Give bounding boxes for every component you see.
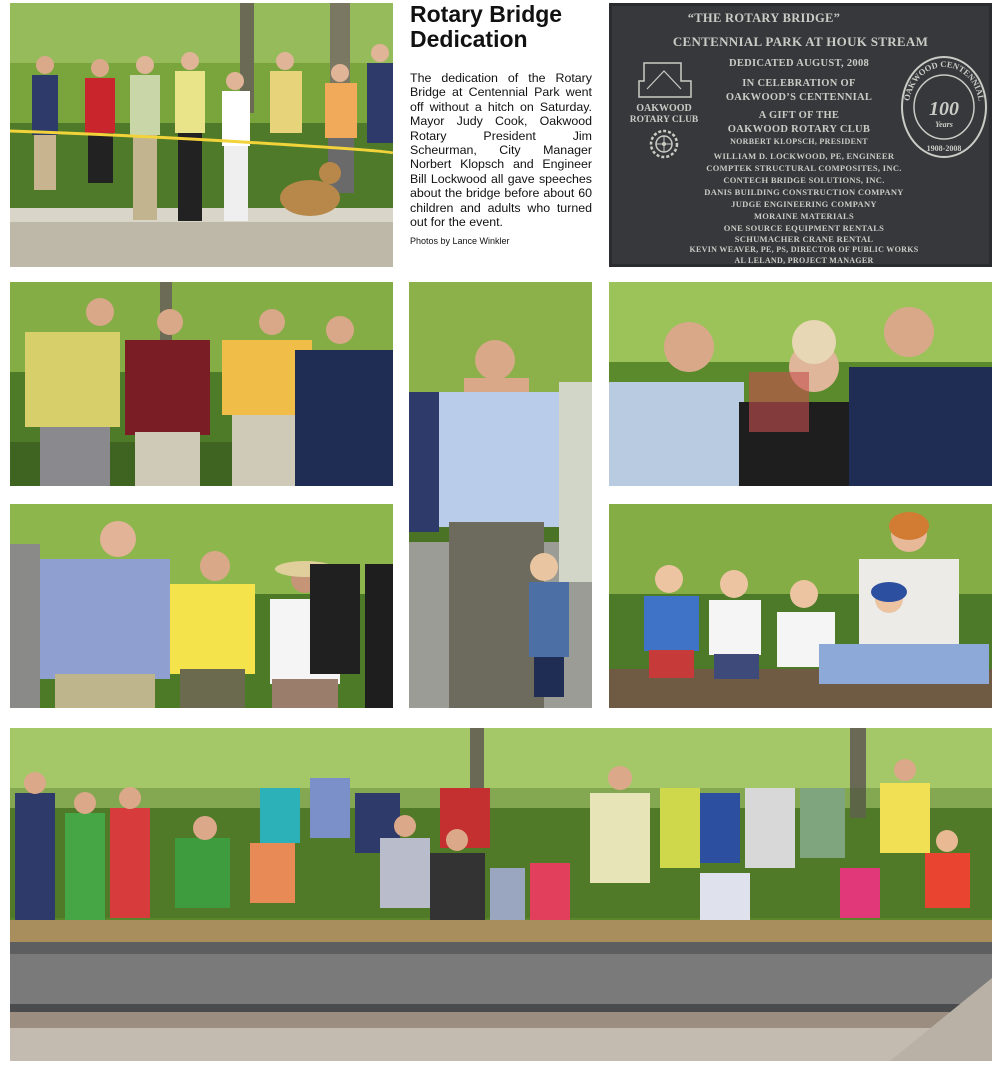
centennial-seal	[899, 55, 989, 160]
seal-years: 1908-2008	[926, 144, 962, 153]
plaque-line: IN CELEBRATION OF	[742, 78, 856, 89]
photo-ribbon-cutting	[10, 3, 393, 267]
rotary-club-logo-line-2: ROTARY CLUB	[629, 115, 699, 125]
seal-number: 100	[929, 98, 959, 120]
rotary-wheel-icon	[651, 131, 677, 157]
plaque-line: ONE SOURCE EQUIPMENT RENTALS	[723, 223, 885, 233]
plaque-line: MORAINE MATERIALS	[753, 211, 855, 221]
plaque-line: OAKWOOD’S CENTENNIAL	[725, 92, 873, 103]
plaque-line: CONTECH BRIDGE SOLUTIONS, INC.	[723, 175, 885, 185]
headline-line-1: Rotary Bridge	[410, 1, 563, 27]
plaque-line: WILLIAM D. LOCKWOOD, PE, ENGINEER	[713, 151, 895, 161]
photo-group-on-bridge	[10, 728, 992, 1061]
seal-arc-text: OAKWOOD CENTENNIAL	[901, 58, 987, 102]
plaque-line: “THE ROTARY BRIDGE”	[687, 11, 841, 25]
dedication-plaque	[609, 3, 992, 267]
article-headline	[410, 2, 600, 52]
plaque-line: CENTENNIAL PARK AT HOUK STREAM	[672, 34, 929, 49]
plaque-line: COMPTEK STRUCTURAL COMPOSITES, INC.	[706, 163, 902, 173]
svg-text:OAKWOOD CENTENNIAL	[901, 59, 986, 102]
rotary-club-logo-line-1: OAKWOOD	[636, 103, 692, 114]
article-body: The dedication of the Rotary Bridge at Centennial Park went off without a hitch on Saturday. Mayor Judy Cook, Oakwood Rotary President Jim Scheurman, City Manager Norbert Klopsch and Engineer Bill Lockwood all gave speeches about the bridge before about 60 children and adults who turned out for the event.	[410, 71, 592, 230]
plaque-line: JUDGE ENGINEERING COMPANY	[731, 199, 877, 209]
plaque-line: A GIFT OF THE	[758, 110, 840, 121]
photo-officials-speaking	[10, 282, 393, 486]
photo-children-on-log	[609, 504, 992, 708]
photo-credit: Photos by Lance Winkler	[410, 236, 510, 246]
plaque-line: KEVIN WEAVER, PE, PS, DIRECTOR OF PUBLIC WORKS	[689, 245, 919, 254]
plaque-line: AL LELAND, PROJECT MANAGER	[734, 256, 874, 265]
headline-line-2: Dedication	[410, 26, 528, 52]
seal-word: Years	[935, 120, 953, 129]
photo-mayor-and-officials	[609, 282, 992, 486]
plaque-line: DEDICATED AUGUST, 2008	[728, 58, 870, 69]
photo-attendees-standing	[10, 504, 393, 708]
rotary-club-logo	[619, 59, 709, 159]
plaque-line: OAKWOOD ROTARY CLUB	[727, 124, 871, 135]
plaque-line: SCHUMACHER CRANE RENTAL	[734, 234, 874, 244]
plaque-line: DANIS BUILDING CONSTRUCTION COMPANY	[704, 187, 904, 197]
plaque-line: NORBERT KLOPSCH, PRESIDENT	[730, 137, 868, 146]
photo-man-with-child	[409, 282, 592, 708]
